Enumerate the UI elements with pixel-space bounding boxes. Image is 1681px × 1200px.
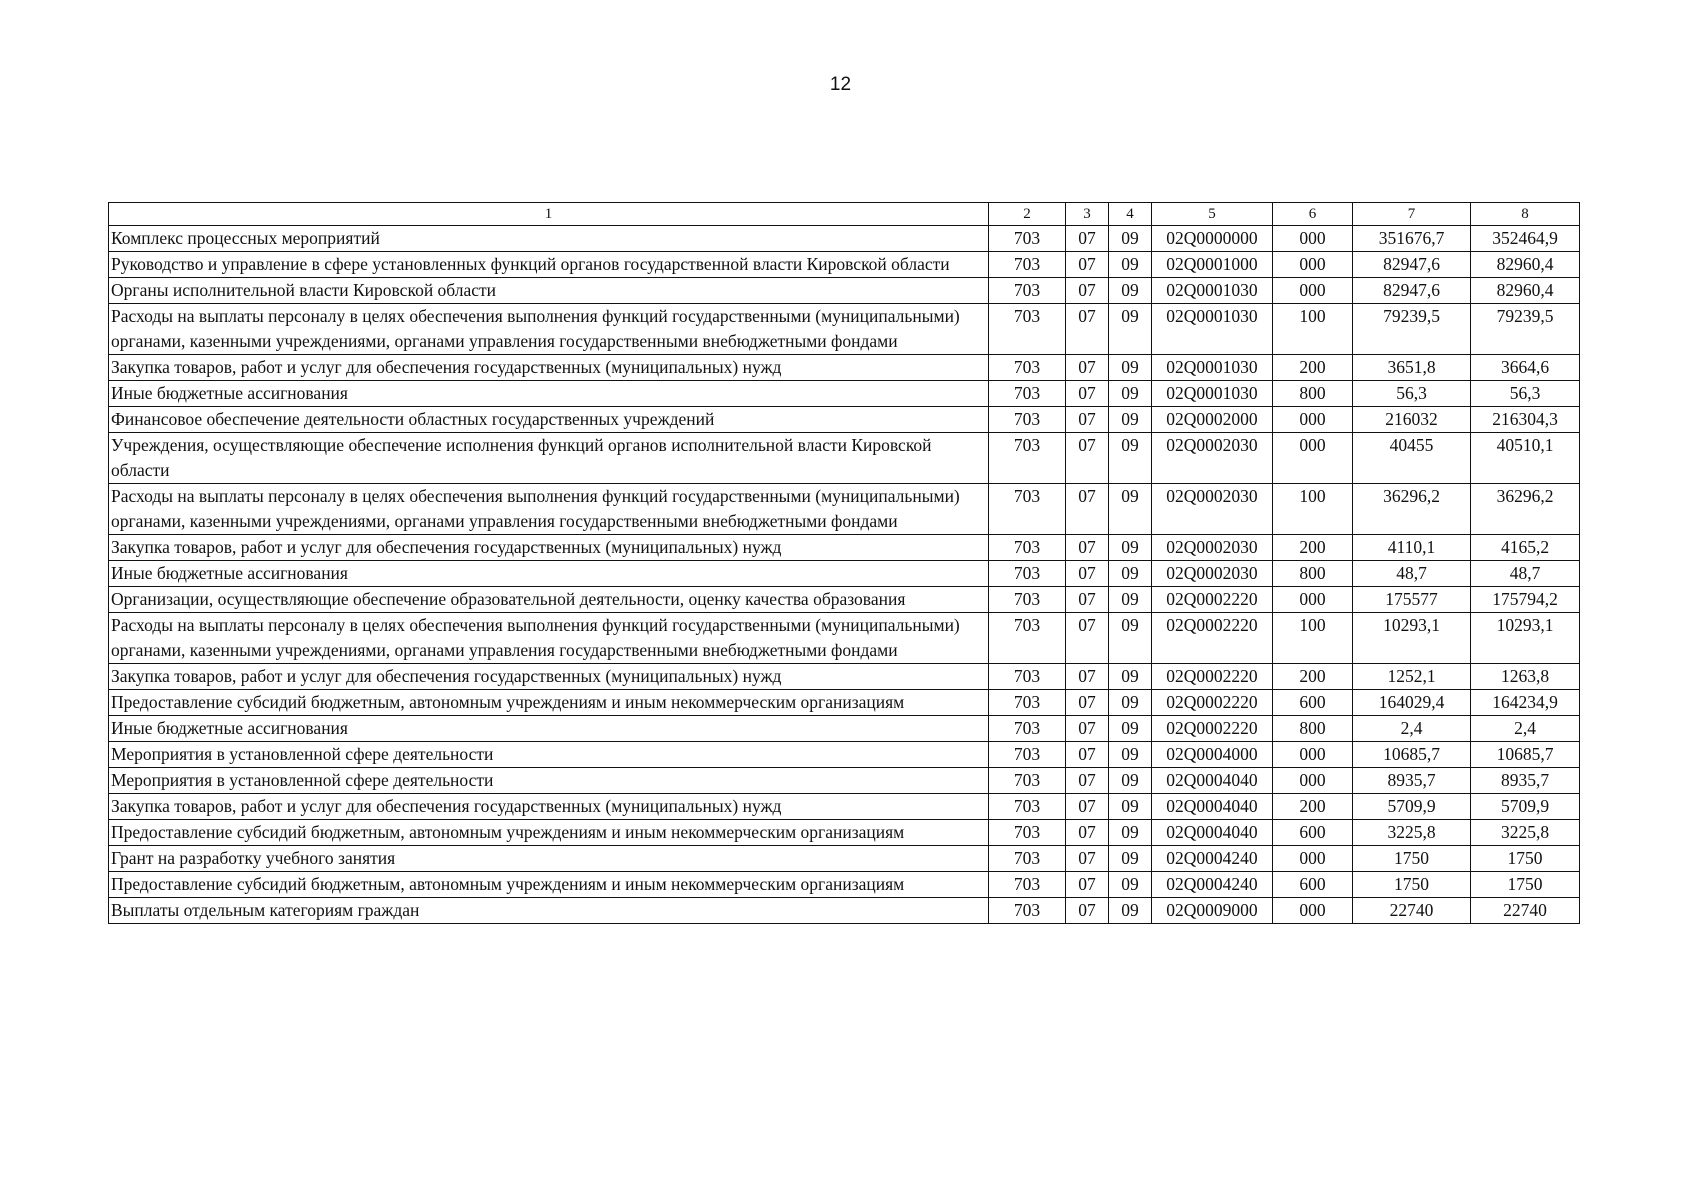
expense-type: 000	[1273, 742, 1353, 768]
target-article: 02Q0002220	[1152, 587, 1273, 613]
column-header: 7	[1353, 203, 1471, 226]
table-row	[109, 355, 1580, 381]
expense-type: 000	[1273, 252, 1353, 278]
ministry-code: 703	[989, 355, 1066, 381]
amount-year-1: 48,7	[1353, 561, 1471, 587]
amount-year-1: 22740	[1353, 898, 1471, 924]
table-row	[109, 872, 1580, 898]
target-article: 02Q0001030	[1152, 355, 1273, 381]
amount-year-2: 164234,9	[1471, 690, 1580, 716]
expense-type: 600	[1273, 690, 1353, 716]
subsection-code: 09	[1109, 664, 1152, 690]
subsection-code: 09	[1109, 484, 1152, 535]
expense-type: 200	[1273, 664, 1353, 690]
amount-year-2: 10685,7	[1471, 742, 1580, 768]
row-name: Закупка товаров, работ и услуг для обеспечения государственных (муниципальных) нужд	[109, 355, 989, 381]
target-article: 02Q0001030	[1152, 381, 1273, 407]
target-article: 02Q0004240	[1152, 872, 1273, 898]
column-header: 1	[109, 203, 989, 226]
subsection-code: 09	[1109, 716, 1152, 742]
expense-type: 000	[1273, 587, 1353, 613]
subsection-code: 09	[1109, 278, 1152, 304]
target-article: 02Q0004000	[1152, 742, 1273, 768]
target-article: 02Q0002030	[1152, 433, 1273, 484]
row-name: Мероприятия в установленной сфере деятельности	[109, 742, 989, 768]
amount-year-2: 3664,6	[1471, 355, 1580, 381]
subsection-code: 09	[1109, 742, 1152, 768]
amount-year-2: 3225,8	[1471, 820, 1580, 846]
subsection-code: 09	[1109, 355, 1152, 381]
row-name: Комплекс процессных мероприятий	[109, 226, 989, 252]
amount-year-1: 5709,9	[1353, 794, 1471, 820]
expense-type: 000	[1273, 278, 1353, 304]
section-code: 07	[1066, 846, 1109, 872]
subsection-code: 09	[1109, 561, 1152, 587]
table-row	[109, 433, 1580, 484]
amount-year-1: 56,3	[1353, 381, 1471, 407]
amount-year-1: 3225,8	[1353, 820, 1471, 846]
expense-type: 200	[1273, 535, 1353, 561]
subsection-code: 09	[1109, 226, 1152, 252]
amount-year-2: 82960,4	[1471, 278, 1580, 304]
target-article: 02Q0002220	[1152, 716, 1273, 742]
ministry-code: 703	[989, 613, 1066, 664]
section-code: 07	[1066, 535, 1109, 561]
table-row	[109, 664, 1580, 690]
subsection-code: 09	[1109, 381, 1152, 407]
amount-year-1: 3651,8	[1353, 355, 1471, 381]
expense-type: 100	[1273, 613, 1353, 664]
ministry-code: 703	[989, 587, 1066, 613]
ministry-code: 703	[989, 226, 1066, 252]
expense-type: 200	[1273, 355, 1353, 381]
table-row	[109, 304, 1580, 355]
amount-year-1: 36296,2	[1353, 484, 1471, 535]
table-row	[109, 794, 1580, 820]
table-row	[109, 716, 1580, 742]
ministry-code: 703	[989, 484, 1066, 535]
row-name: Иные бюджетные ассигнования	[109, 716, 989, 742]
amount-year-1: 1750	[1353, 846, 1471, 872]
amount-year-2: 56,3	[1471, 381, 1580, 407]
expense-type: 100	[1273, 484, 1353, 535]
amount-year-1: 40455	[1353, 433, 1471, 484]
subsection-code: 09	[1109, 613, 1152, 664]
subsection-code: 09	[1109, 407, 1152, 433]
amount-year-2: 82960,4	[1471, 252, 1580, 278]
ministry-code: 703	[989, 561, 1066, 587]
expense-type: 100	[1273, 304, 1353, 355]
ministry-code: 703	[989, 278, 1066, 304]
expense-type: 600	[1273, 820, 1353, 846]
amount-year-2: 1263,8	[1471, 664, 1580, 690]
section-code: 07	[1066, 484, 1109, 535]
amount-year-1: 175577	[1353, 587, 1471, 613]
amount-year-2: 2,4	[1471, 716, 1580, 742]
section-code: 07	[1066, 794, 1109, 820]
section-code: 07	[1066, 716, 1109, 742]
subsection-code: 09	[1109, 252, 1152, 278]
table-row	[109, 742, 1580, 768]
row-name: Организации, осуществляющие обеспечение образовательной деятельности, оценку качества образования	[109, 587, 989, 613]
target-article: 02Q0002220	[1152, 690, 1273, 716]
ministry-code: 703	[989, 381, 1066, 407]
target-article: 02Q0004040	[1152, 768, 1273, 794]
expense-type: 600	[1273, 872, 1353, 898]
ministry-code: 703	[989, 820, 1066, 846]
target-article: 02Q0001030	[1152, 278, 1273, 304]
subsection-code: 09	[1109, 690, 1152, 716]
amount-year-1: 82947,6	[1353, 252, 1471, 278]
row-name: Закупка товаров, работ и услуг для обеспечения государственных (муниципальных) нужд	[109, 664, 989, 690]
table-row	[109, 898, 1580, 924]
page-number: 12	[829, 74, 852, 95]
amount-year-2: 175794,2	[1471, 587, 1580, 613]
table-row	[109, 846, 1580, 872]
ministry-code: 703	[989, 742, 1066, 768]
section-code: 07	[1066, 768, 1109, 794]
ministry-code: 703	[989, 794, 1066, 820]
section-code: 07	[1066, 613, 1109, 664]
target-article: 02Q0001030	[1152, 304, 1273, 355]
amount-year-2: 36296,2	[1471, 484, 1580, 535]
row-name: Выплаты отдельным категориям граждан	[109, 898, 989, 924]
section-code: 07	[1066, 690, 1109, 716]
amount-year-2: 48,7	[1471, 561, 1580, 587]
section-code: 07	[1066, 664, 1109, 690]
ministry-code: 703	[989, 252, 1066, 278]
table-header-row	[109, 203, 1580, 226]
column-header: 3	[1066, 203, 1109, 226]
row-name: Закупка товаров, работ и услуг для обеспечения государственных (муниципальных) нужд	[109, 535, 989, 561]
column-header: 4	[1109, 203, 1152, 226]
section-code: 07	[1066, 278, 1109, 304]
section-code: 07	[1066, 407, 1109, 433]
table-row	[109, 613, 1580, 664]
amount-year-1: 8935,7	[1353, 768, 1471, 794]
row-name: Расходы на выплаты персоналу в целях обеспечения выполнения функций государственными (муниципальными) органами, казенными учреждениями, органами управления государственными внебюджетными фондами	[109, 484, 989, 535]
expense-type: 800	[1273, 561, 1353, 587]
target-article: 02Q0002220	[1152, 613, 1273, 664]
section-code: 07	[1066, 561, 1109, 587]
amount-year-2: 216304,3	[1471, 407, 1580, 433]
subsection-code: 09	[1109, 898, 1152, 924]
row-name: Руководство и управление в сфере установленных функций органов государственной власти Кировской области	[109, 252, 989, 278]
target-article: 02Q0002000	[1152, 407, 1273, 433]
row-name: Финансовое обеспечение деятельности областных государственных учреждений	[109, 407, 989, 433]
subsection-code: 09	[1109, 304, 1152, 355]
section-code: 07	[1066, 433, 1109, 484]
table-row	[109, 561, 1580, 587]
ministry-code: 703	[989, 664, 1066, 690]
section-code: 07	[1066, 252, 1109, 278]
target-article: 02Q0000000	[1152, 226, 1273, 252]
section-code: 07	[1066, 820, 1109, 846]
target-article: 02Q0009000	[1152, 898, 1273, 924]
ministry-code: 703	[989, 690, 1066, 716]
table-row	[109, 252, 1580, 278]
target-article: 02Q0004040	[1152, 820, 1273, 846]
row-name: Расходы на выплаты персоналу в целях обеспечения выполнения функций государственными (муниципальными) органами, казенными учреждениями, органами управления государственными внебюджетными фондами	[109, 304, 989, 355]
section-code: 07	[1066, 587, 1109, 613]
amount-year-1: 1252,1	[1353, 664, 1471, 690]
amount-year-1: 10685,7	[1353, 742, 1471, 768]
expense-type: 000	[1273, 226, 1353, 252]
section-code: 07	[1066, 898, 1109, 924]
column-header: 2	[989, 203, 1066, 226]
ministry-code: 703	[989, 304, 1066, 355]
amount-year-1: 10293,1	[1353, 613, 1471, 664]
ministry-code: 703	[989, 535, 1066, 561]
table-row	[109, 820, 1580, 846]
section-code: 07	[1066, 742, 1109, 768]
amount-year-2: 1750	[1471, 872, 1580, 898]
table-row	[109, 768, 1580, 794]
amount-year-2: 352464,9	[1471, 226, 1580, 252]
ministry-code: 703	[989, 407, 1066, 433]
ministry-code: 703	[989, 716, 1066, 742]
row-name: Предоставление субсидий бюджетным, автономным учреждениям и иным некоммерческим организациям	[109, 820, 989, 846]
ministry-code: 703	[989, 872, 1066, 898]
table-row	[109, 407, 1580, 433]
target-article: 02Q0004040	[1152, 794, 1273, 820]
amount-year-1: 216032	[1353, 407, 1471, 433]
row-name: Мероприятия в установленной сфере деятельности	[109, 768, 989, 794]
expense-type: 000	[1273, 433, 1353, 484]
ministry-code: 703	[989, 433, 1066, 484]
ministry-code: 703	[989, 768, 1066, 794]
subsection-code: 09	[1109, 794, 1152, 820]
column-header: 5	[1152, 203, 1273, 226]
target-article: 02Q0001000	[1152, 252, 1273, 278]
target-article: 02Q0002030	[1152, 484, 1273, 535]
table-row	[109, 226, 1580, 252]
amount-year-1: 2,4	[1353, 716, 1471, 742]
table-row	[109, 381, 1580, 407]
subsection-code: 09	[1109, 846, 1152, 872]
amount-year-2: 10293,1	[1471, 613, 1580, 664]
amount-year-1: 351676,7	[1353, 226, 1471, 252]
expense-type: 000	[1273, 898, 1353, 924]
table-row	[109, 278, 1580, 304]
column-header: 8	[1471, 203, 1580, 226]
ministry-code: 703	[989, 898, 1066, 924]
row-name: Учреждения, осуществляющие обеспечение исполнения функций органов исполнительной власти Кировской области	[109, 433, 989, 484]
budget-table	[108, 202, 1580, 924]
subsection-code: 09	[1109, 433, 1152, 484]
ministry-code: 703	[989, 846, 1066, 872]
amount-year-2: 4165,2	[1471, 535, 1580, 561]
row-name: Иные бюджетные ассигнования	[109, 381, 989, 407]
column-header: 6	[1273, 203, 1353, 226]
target-article: 02Q0002220	[1152, 664, 1273, 690]
expense-type: 000	[1273, 407, 1353, 433]
subsection-code: 09	[1109, 768, 1152, 794]
subsection-code: 09	[1109, 535, 1152, 561]
row-name: Предоставление субсидий бюджетным, автономным учреждениям и иным некоммерческим организациям	[109, 690, 989, 716]
section-code: 07	[1066, 872, 1109, 898]
amount-year-1: 82947,6	[1353, 278, 1471, 304]
row-name: Закупка товаров, работ и услуг для обеспечения государственных (муниципальных) нужд	[109, 794, 989, 820]
amount-year-1: 79239,5	[1353, 304, 1471, 355]
expense-type: 800	[1273, 716, 1353, 742]
table-row	[109, 690, 1580, 716]
table-row	[109, 535, 1580, 561]
section-code: 07	[1066, 381, 1109, 407]
amount-year-1: 164029,4	[1353, 690, 1471, 716]
row-name: Расходы на выплаты персоналу в целях обеспечения выполнения функций государственными (муниципальными) органами, казенными учреждениями, органами управления государственными внебюджетными фондами	[109, 613, 989, 664]
subsection-code: 09	[1109, 587, 1152, 613]
section-code: 07	[1066, 355, 1109, 381]
expense-type: 000	[1273, 768, 1353, 794]
subsection-code: 09	[1109, 820, 1152, 846]
target-article: 02Q0002030	[1152, 535, 1273, 561]
table-row	[109, 484, 1580, 535]
row-name: Иные бюджетные ассигнования	[109, 561, 989, 587]
row-name: Органы исполнительной власти Кировской области	[109, 278, 989, 304]
amount-year-1: 1750	[1353, 872, 1471, 898]
subsection-code: 09	[1109, 872, 1152, 898]
row-name: Предоставление субсидий бюджетным, автономным учреждениям и иным некоммерческим организациям	[109, 872, 989, 898]
expense-type: 800	[1273, 381, 1353, 407]
table-row	[109, 587, 1580, 613]
amount-year-2: 5709,9	[1471, 794, 1580, 820]
amount-year-2: 8935,7	[1471, 768, 1580, 794]
expense-type: 200	[1273, 794, 1353, 820]
section-code: 07	[1066, 304, 1109, 355]
amount-year-1: 4110,1	[1353, 535, 1471, 561]
target-article: 02Q0002030	[1152, 561, 1273, 587]
section-code: 07	[1066, 226, 1109, 252]
amount-year-2: 22740	[1471, 898, 1580, 924]
amount-year-2: 40510,1	[1471, 433, 1580, 484]
target-article: 02Q0004240	[1152, 846, 1273, 872]
row-name: Грант на разработку учебного занятия	[109, 846, 989, 872]
amount-year-2: 1750	[1471, 846, 1580, 872]
expense-type: 000	[1273, 846, 1353, 872]
amount-year-2: 79239,5	[1471, 304, 1580, 355]
table-body	[109, 226, 1580, 924]
